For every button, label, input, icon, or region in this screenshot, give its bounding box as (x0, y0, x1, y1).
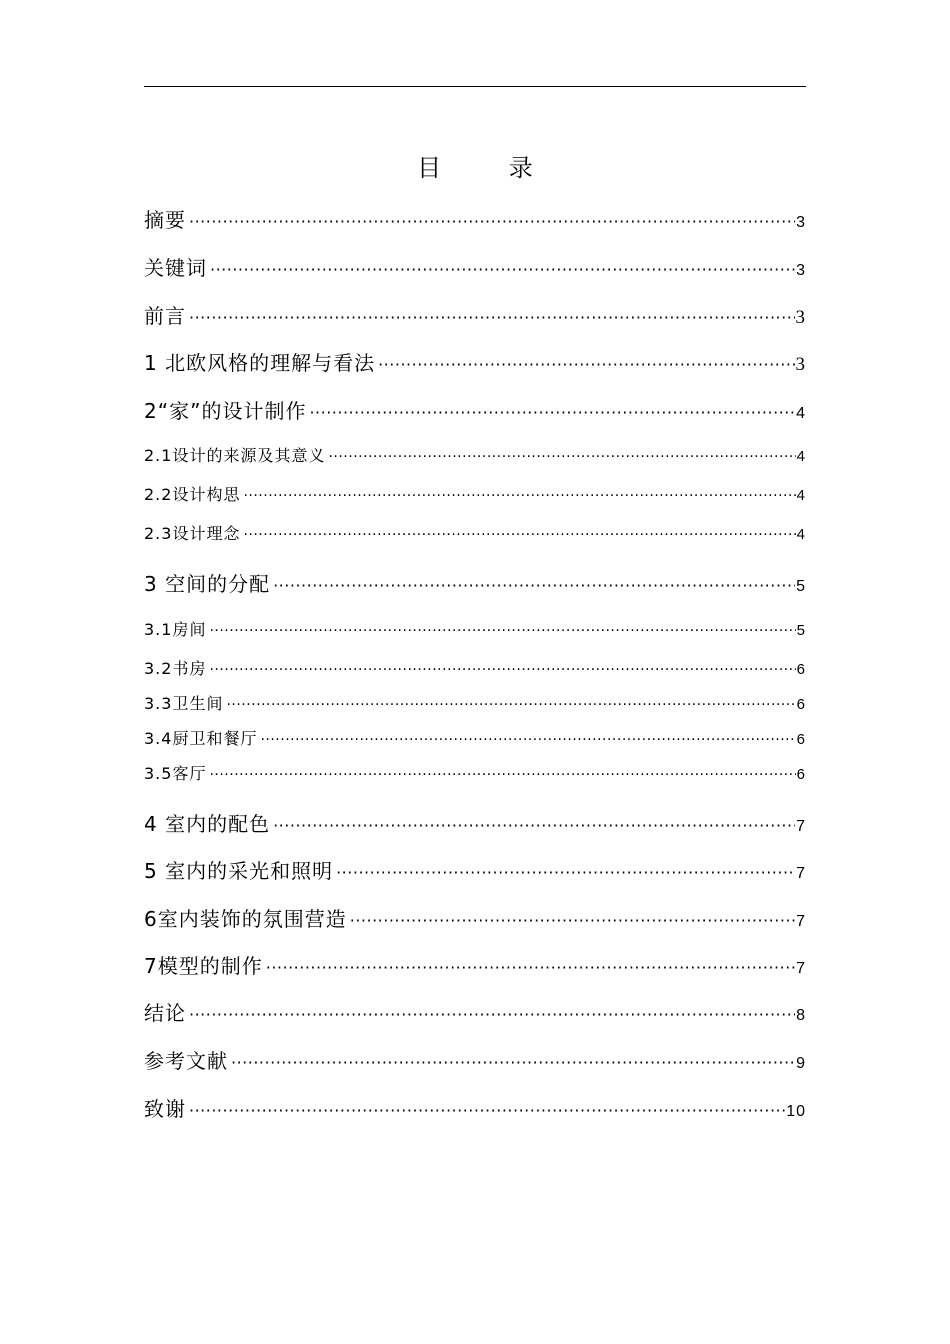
toc-entry-page: 6 (796, 766, 806, 783)
toc-entry-label: 5 室内的采光和照明 (144, 859, 334, 883)
toc-leader-dots (273, 816, 795, 835)
toc-entry[interactable] (144, 656, 806, 679)
toc-entry-label: 4 室内的配色 (144, 812, 271, 836)
toc-entry[interactable] (144, 1093, 806, 1122)
toc-entry[interactable] (144, 347, 806, 376)
toc-entry[interactable] (144, 521, 806, 544)
toc-entry-label: 2.1设计的来源及其意义 (144, 446, 326, 465)
toc-entry[interactable] (144, 568, 806, 597)
toc-entry-page: 8 (796, 1007, 806, 1024)
toc-entry-label: 7模型的制作 (144, 954, 263, 978)
toc-entry-page: 4 (796, 405, 806, 422)
toc-leader-dots (209, 767, 795, 783)
toc-leader-dots (243, 488, 795, 504)
toc-entry-page: 3 (796, 262, 806, 279)
toc-entry-page: 6 (796, 696, 806, 713)
toc-entry-page: 3 (795, 307, 806, 328)
toc-leader-dots (309, 403, 795, 422)
toc-entry[interactable] (144, 252, 806, 281)
toc-leader-dots (226, 697, 795, 713)
toc-entry-label: 3.2书房 (144, 659, 207, 678)
toc-entry[interactable] (144, 726, 806, 749)
toc-entry-page: 4 (796, 487, 806, 504)
header-rule (144, 86, 806, 87)
toc-leader-dots (189, 212, 795, 231)
toc-entry[interactable] (144, 300, 806, 329)
toc-entry-label: 2“家”的设计制作 (144, 399, 307, 423)
toc-entry[interactable] (144, 808, 806, 837)
toc-leader-dots (266, 958, 795, 977)
toc-entry-label: 前言 (144, 304, 186, 328)
toc-entry-label: 关键词 (144, 256, 207, 280)
toc-entry[interactable] (144, 443, 806, 466)
toc-leader-dots (273, 576, 795, 595)
toc-entry-page: 4 (796, 448, 806, 465)
toc-entry-page: 3 (796, 214, 806, 231)
toc-leader-dots (209, 662, 795, 678)
toc-entry-label: 结论 (144, 1001, 186, 1025)
toc-entry[interactable] (144, 855, 806, 884)
toc-entry-label: 2.3设计理念 (144, 524, 241, 543)
toc-entry-page: 7 (796, 913, 806, 930)
toc-entry-page: 10 (786, 1103, 806, 1120)
toc-entry-page: 9 (796, 1055, 806, 1072)
toc-entry-label: 6室内装饰的氛围营造 (144, 907, 347, 931)
toc-entry-label: 参考文献 (144, 1049, 228, 1073)
toc-leader-dots (231, 1053, 795, 1072)
toc-entry-page: 7 (796, 865, 806, 882)
toc-entry[interactable] (144, 395, 806, 424)
toc-leader-dots (189, 308, 795, 327)
toc-entry-page: 5 (796, 622, 806, 639)
toc-entry[interactable] (144, 617, 806, 640)
toc-entry-page: 5 (796, 578, 806, 595)
toc-entry[interactable] (144, 903, 806, 932)
toc-entry-label: 3 空间的分配 (144, 572, 271, 596)
toc-leader-dots (336, 863, 795, 882)
toc-entry-label: 3.3卫生间 (144, 694, 224, 713)
toc-entry[interactable] (144, 691, 806, 714)
toc-entry-label: 1 北欧风格的理解与看法 (144, 351, 376, 375)
toc-leader-dots (243, 527, 795, 543)
toc-entry-label: 2.2设计构思 (144, 485, 241, 504)
toc-leader-dots (328, 449, 795, 465)
toc-entry-page: 4 (796, 526, 806, 543)
toc-leader-dots (378, 355, 794, 374)
toc-entry-label: 3.5客厅 (144, 764, 207, 783)
toc-entry[interactable] (144, 204, 806, 233)
toc-title: 目 录 (417, 154, 563, 182)
toc-entry[interactable] (144, 482, 806, 505)
toc-entry-page: 7 (796, 960, 806, 977)
toc-leader-dots (209, 623, 795, 639)
toc-leader-dots (210, 260, 795, 279)
toc-entry[interactable] (144, 1045, 806, 1074)
toc-entry-page: 6 (796, 731, 806, 748)
toc-entry[interactable] (144, 950, 806, 979)
toc-entry-label: 3.4厨卫和餐厅 (144, 729, 258, 748)
toc-entry-page: 6 (796, 661, 806, 678)
toc-entry[interactable] (144, 997, 806, 1026)
toc-entry-label: 3.1房间 (144, 620, 207, 639)
toc-entry-page: 3 (795, 354, 806, 375)
toc-entry-label: 摘要 (144, 208, 186, 232)
toc-leader-dots (350, 911, 795, 930)
toc-leader-dots (260, 732, 795, 748)
toc-entry[interactable] (144, 761, 806, 784)
toc-leader-dots (189, 1005, 795, 1024)
toc-entry-label: 致谢 (144, 1097, 186, 1121)
toc-entry-page: 7 (796, 818, 806, 835)
toc-leader-dots (189, 1101, 785, 1120)
